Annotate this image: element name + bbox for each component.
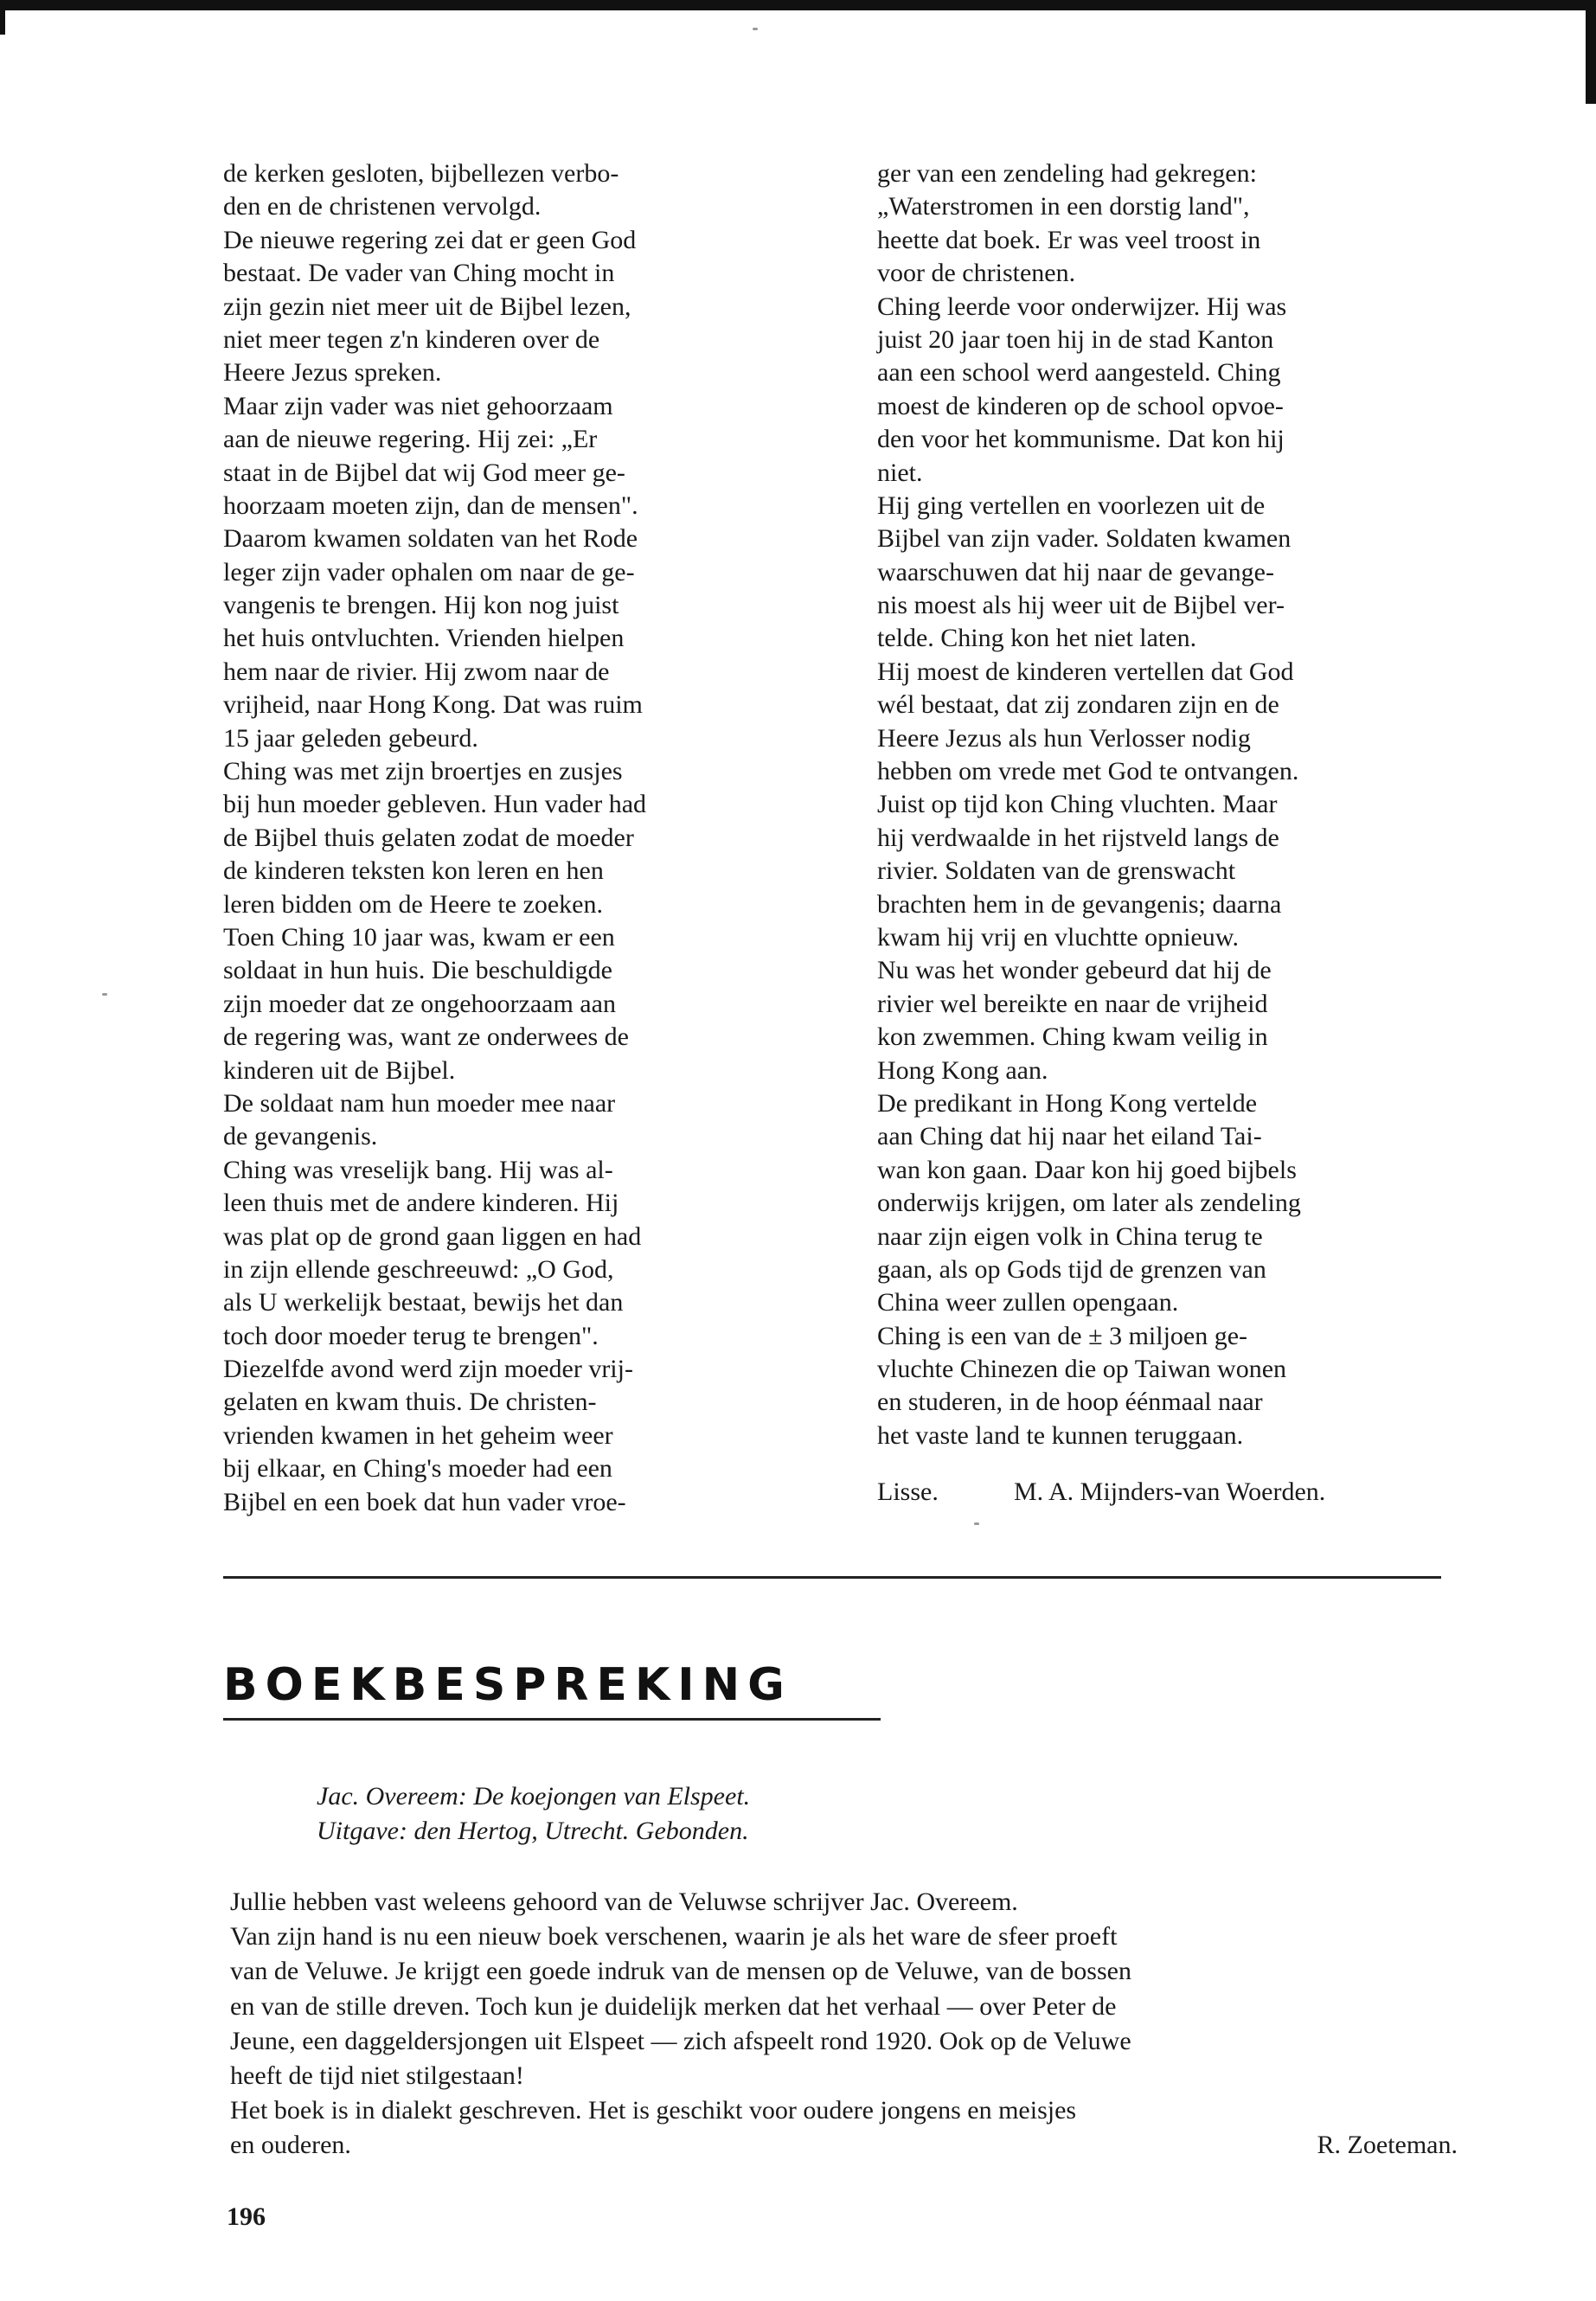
review-signature: R. Zoeteman. bbox=[1317, 2131, 1458, 2159]
scan-speck bbox=[974, 1522, 979, 1525]
text-line: gelaten en kwam thuis. De christen- bbox=[223, 1388, 597, 1417]
text-line: onderwijs krijgen, om later als zendeling bbox=[877, 1189, 1301, 1218]
section-heading: BOEKBESPREKING bbox=[223, 1659, 792, 1711]
scan-speck bbox=[753, 28, 758, 30]
text-line: staat in de Bijbel dat wij God meer ge- bbox=[223, 458, 625, 487]
text-line: vrijheid, naar Hong Kong. Dat was ruim bbox=[223, 690, 643, 720]
text-line: gaan, als op Gods tijd de grenzen van bbox=[877, 1254, 1266, 1284]
book-title-line: Jac. Overeem: De koejongen van Elspeet. bbox=[317, 1782, 751, 1811]
text-line: zijn moeder dat ze ongehoorzaam aan bbox=[223, 989, 616, 1018]
page-corner-mark bbox=[0, 10, 5, 35]
text-line: niet meer tegen z'n kinderen over de bbox=[223, 324, 600, 354]
text-line: hoorzaam moeten zijn, dan de mensen". bbox=[223, 490, 638, 520]
text-line: Hij moest de kinderen vertellen dat God bbox=[877, 657, 1294, 686]
text-line: bij elkaar, en Ching's moeder had een bbox=[223, 1454, 612, 1484]
book-reference bbox=[317, 1779, 750, 1849]
text-line: Nu was het wonder gebeurd dat hij de bbox=[877, 956, 1272, 985]
text-line: kon zwemmen. Ching kwam veilig in bbox=[877, 1022, 1268, 1052]
text-line: soldaat in hun huis. Die beschuldigde bbox=[223, 956, 612, 985]
text-line: en studeren, in de hoop éénmaal naar bbox=[877, 1388, 1263, 1417]
text-line: rivier. Soldaten van de grenswacht bbox=[877, 856, 1236, 886]
text-line: heette dat boek. Er was veel troost in bbox=[877, 225, 1261, 254]
text-line: aan Ching dat hij naar het eiland Tai- bbox=[877, 1122, 1262, 1151]
text-line: niet. bbox=[877, 458, 923, 487]
text-line: Heere Jezus spreken. bbox=[223, 358, 442, 388]
section-divider bbox=[223, 1576, 1441, 1579]
text-line: leger zijn vader ophalen om naar de ge- bbox=[223, 557, 635, 586]
review-line: Jeune, een daggeldersjongen uit Elspeet — zich afspeelt rond 1920. Ook op de Veluwe bbox=[230, 2026, 1131, 2055]
text-line: Ching was met zijn broertjes en zusjes bbox=[223, 757, 623, 786]
heading-underline bbox=[223, 1718, 881, 1721]
scan-speck bbox=[102, 993, 107, 996]
review-line: Het boek is in dialekt geschreven. Het is geschikt voor oudere jongens en meisjes bbox=[230, 2096, 1077, 2125]
text-line: toch door moeder terug te brengen". bbox=[223, 1321, 599, 1350]
text-line: juist 20 jaar toen hij in de stad Kanton bbox=[877, 324, 1274, 354]
text-line: rivier wel bereikte en naar de vrijheid bbox=[877, 989, 1268, 1018]
text-line: De soldaat nam hun moeder mee naar bbox=[223, 1088, 616, 1118]
review-line: Van zijn hand is nu een nieuw boek verschenen, waarin je als het ware de sfeer proeft bbox=[230, 1922, 1118, 1952]
text-line: Hij ging vertellen en voorlezen uit de bbox=[877, 490, 1266, 520]
book-review-text bbox=[230, 1885, 1458, 2163]
text-line: „Waterstromen in een dorstig land", bbox=[877, 192, 1250, 221]
text-line: de kerken gesloten, bijbellezen verbo- bbox=[223, 159, 619, 188]
review-line: en van de stille dreven. Toch kun je duidelijk merken dat het verhaal — over Peter de bbox=[230, 1991, 1117, 2021]
text-line: China weer zullen opengaan. bbox=[877, 1288, 1179, 1317]
text-line: wél bestaat, dat zij zondaren zijn en de bbox=[877, 690, 1279, 720]
text-line: was plat op de grond gaan liggen en had bbox=[223, 1221, 642, 1251]
text-line: leren bidden om de Heere te zoeken. bbox=[223, 889, 603, 919]
text-line: telde. Ching kon het niet laten. bbox=[877, 624, 1197, 653]
text-line: den en de christenen vervolgd. bbox=[223, 192, 542, 221]
text-line: het huis ontvluchten. Vrienden hielpen bbox=[223, 624, 625, 653]
text-line: De nieuwe regering zei dat er geen God bbox=[223, 225, 637, 254]
text-line: hem naar de rivier. Hij zwom naar de bbox=[223, 657, 610, 686]
page-right-border bbox=[1586, 0, 1596, 104]
article-left-column bbox=[223, 157, 794, 1519]
text-line: naar zijn eigen volk in China terug te bbox=[877, 1221, 1263, 1251]
text-line: de gevangenis. bbox=[223, 1122, 378, 1151]
text-line: aan de nieuwe regering. Hij zei: „Er bbox=[223, 425, 598, 454]
text-line: aan een school werd aangesteld. Ching bbox=[877, 358, 1281, 388]
text-line: wan kon gaan. Daar kon hij goed bijbels bbox=[877, 1155, 1297, 1184]
text-line: Heere Jezus als hun Verlosser nodig bbox=[877, 723, 1251, 753]
text-line: voor de christenen. bbox=[877, 259, 1076, 288]
text-line: hij verdwaalde in het rijstveld langs de bbox=[877, 823, 1279, 852]
text-line: in zijn ellende geschreeuwd: „O God, bbox=[223, 1254, 614, 1284]
text-line: de kinderen teksten kon leren en hen bbox=[223, 856, 604, 886]
text-line: kinderen uit de Bijbel. bbox=[223, 1055, 456, 1085]
text-line: waarschuwen dat hij naar de gevange- bbox=[877, 557, 1274, 586]
review-line: en ouderen. bbox=[230, 2131, 351, 2160]
text-line: ger van een zendeling had gekregen: bbox=[877, 159, 1257, 188]
text-line: Bijbel van zijn vader. Soldaten kwamen bbox=[877, 524, 1292, 554]
text-line: bestaat. De vader van Ching mocht in bbox=[223, 259, 615, 288]
text-line: brachten hem in de gevangenis; daarna bbox=[877, 889, 1282, 919]
text-line: vangenis te brengen. Hij kon nog juist bbox=[223, 591, 619, 620]
page-top-border bbox=[0, 0, 1596, 10]
article-right-column bbox=[877, 157, 1457, 1452]
text-line: Toen Ching 10 jaar was, kwam er een bbox=[223, 922, 615, 952]
text-line: hebben om vrede met God te ontvangen. bbox=[877, 757, 1299, 786]
text-line: Juist op tijd kon Ching vluchten. Maar bbox=[877, 790, 1278, 819]
text-line: Ching leerde voor onderwijzer. Hij was bbox=[877, 292, 1287, 321]
text-line: bij hun moeder gebleven. Hun vader had bbox=[223, 790, 647, 819]
text-line: vrienden kwamen in het geheim weer bbox=[223, 1420, 613, 1450]
text-line: moest de kinderen op de school opvoe- bbox=[877, 391, 1284, 420]
text-line: als U werkelijk bestaat, bewijs het dan bbox=[223, 1288, 624, 1317]
text-line: Bijbel en een boek dat hun vader vroe- bbox=[223, 1487, 626, 1516]
text-line: den voor het kommunisme. Dat kon hij bbox=[877, 425, 1285, 454]
review-line: van de Veluwe. Je krijgt een goede indruk van de mensen op de Veluwe, van de bossen bbox=[230, 1957, 1131, 1986]
text-line: Ching is een van de ± 3 miljoen ge- bbox=[877, 1321, 1248, 1350]
review-line: heeft de tijd niet stilgestaan! bbox=[230, 2061, 524, 2090]
text-line: De predikant in Hong Kong vertelde bbox=[877, 1088, 1258, 1118]
signature-author: M. A. Mijnders-van Woerden. bbox=[1014, 1477, 1326, 1506]
text-line: Maar zijn vader was niet gehoorzaam bbox=[223, 391, 613, 420]
text-line: leen thuis met de andere kinderen. Hij bbox=[223, 1189, 619, 1218]
text-line: nis moest als hij weer uit de Bijbel ver- bbox=[877, 591, 1285, 620]
text-line: vluchte Chinezen die op Taiwan wonen bbox=[877, 1355, 1287, 1384]
text-line: de Bijbel thuis gelaten zodat de moeder bbox=[223, 823, 634, 852]
text-line: het vaste land te kunnen teruggaan. bbox=[877, 1420, 1244, 1450]
text-line: Daarom kwamen soldaten van het Rode bbox=[223, 524, 638, 554]
text-line: kwam hij vrij en vluchtte opnieuw. bbox=[877, 922, 1239, 952]
text-line: Diezelfde avond werd zijn moeder vrij- bbox=[223, 1355, 633, 1384]
book-publisher-line: Uitgave: den Hertog, Utrecht. Gebonden. bbox=[317, 1817, 749, 1845]
page-number: 196 bbox=[227, 2202, 266, 2231]
text-line: de regering was, want ze onderwees de bbox=[223, 1022, 629, 1052]
review-line: Jullie hebben vast weleens gehoord van de Veluwse schrijver Jac. Overeem. bbox=[230, 1888, 1018, 1916]
text-line: Hong Kong aan. bbox=[877, 1055, 1048, 1085]
text-line: zijn gezin niet meer uit de Bijbel lezen, bbox=[223, 292, 631, 321]
text-line: Ching was vreselijk bang. Hij was al- bbox=[223, 1155, 613, 1184]
text-line: 15 jaar geleden gebeurd. bbox=[223, 723, 478, 753]
signature-place: Lisse. bbox=[877, 1477, 939, 1506]
